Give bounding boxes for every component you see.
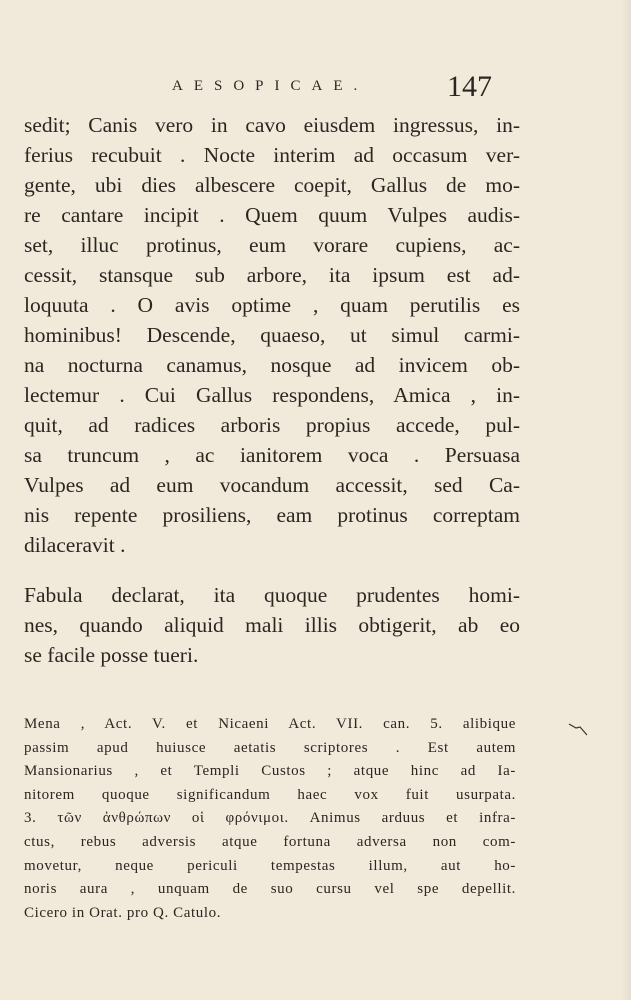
moral-line: se facile posse tueri.: [24, 643, 199, 667]
text-line: Vulpes ad eum vocandum accessit, sed Ca-: [24, 473, 520, 497]
moral-line: nes, quando aliquid mali illis obtigerit, ab eo: [24, 613, 520, 637]
text-line: lectemur . Cui Gallus respondens, Amica , in-: [24, 383, 520, 407]
footnote-line: Mansionarius , et Templi Custos ; atque hinc ad Ia-: [24, 763, 516, 780]
text-line: ferius recubuit . Nocte interim ad occasum ver-: [24, 143, 520, 167]
moral-line: Fabula declarat, ita quoque prudentes homi-: [24, 583, 520, 607]
text-line: cessit, stansque sub arbore, ita ipsum est ad-: [24, 263, 520, 287]
text-line: dilaceravit .: [24, 533, 126, 557]
text-line: loquuta . O avis optime , quam perutilis es: [24, 293, 520, 317]
text-line: na nocturna canamus, nosque ad invicem ob-: [24, 353, 520, 377]
text-line: hominibus! Descende, quaeso, ut simul carmi-: [24, 323, 520, 347]
text-line: gente, ubi dies albescere coepit, Gallus de mo-: [24, 173, 520, 197]
footnote-line: passim apud huiusce aetatis scriptores . Est autem: [24, 739, 516, 756]
text-line: nis repente prosiliens, eam protinus correptam: [24, 503, 520, 527]
footnote-line: 3. τῶν ἀνθρώπων οἱ φρόνιμοι. Animus arduus et infra-: [24, 810, 516, 827]
text-line: sa truncum , ac ianitorem voca . Persuasa: [24, 443, 520, 467]
footnote-line: movetur, neque periculi tempestas illum, aut ho-: [24, 857, 516, 874]
footnote-line: Mena , Act. V. et Nicaeni Act. VII. can. 5. alibique: [24, 716, 516, 732]
footnote-line: nitorem quoque significandum haec vox fuit usurpata.: [24, 786, 516, 803]
footnote-line: Cicero in Orat. pro Q. Catulo.: [24, 904, 222, 921]
ink-mark-icon: [568, 722, 588, 736]
footnote-line: ctus, rebus adversis atque fortuna adversa non com-: [24, 833, 516, 850]
text-line: re cantare incipit . Quem quum Vulpes audis-: [24, 203, 520, 227]
footnote-line: noris aura , unquam de suo cursu vel spe depellit.: [24, 881, 516, 898]
fable-moral: [24, 580, 520, 670]
running-head: AESOPICAE.: [172, 78, 369, 94]
page-number: 147: [447, 70, 492, 103]
fable-text: [24, 110, 520, 560]
text-line: sedit; Canis vero in cavo eiusdem ingressus, in-: [24, 113, 520, 137]
text-line: set, illuc protinus, eum vorare cupiens, ac-: [24, 233, 520, 257]
text-line: quit, ad radices arboris propius accede, pul-: [24, 413, 520, 437]
footnotes: [24, 713, 516, 925]
page-gutter-shadow: [621, 0, 631, 1000]
